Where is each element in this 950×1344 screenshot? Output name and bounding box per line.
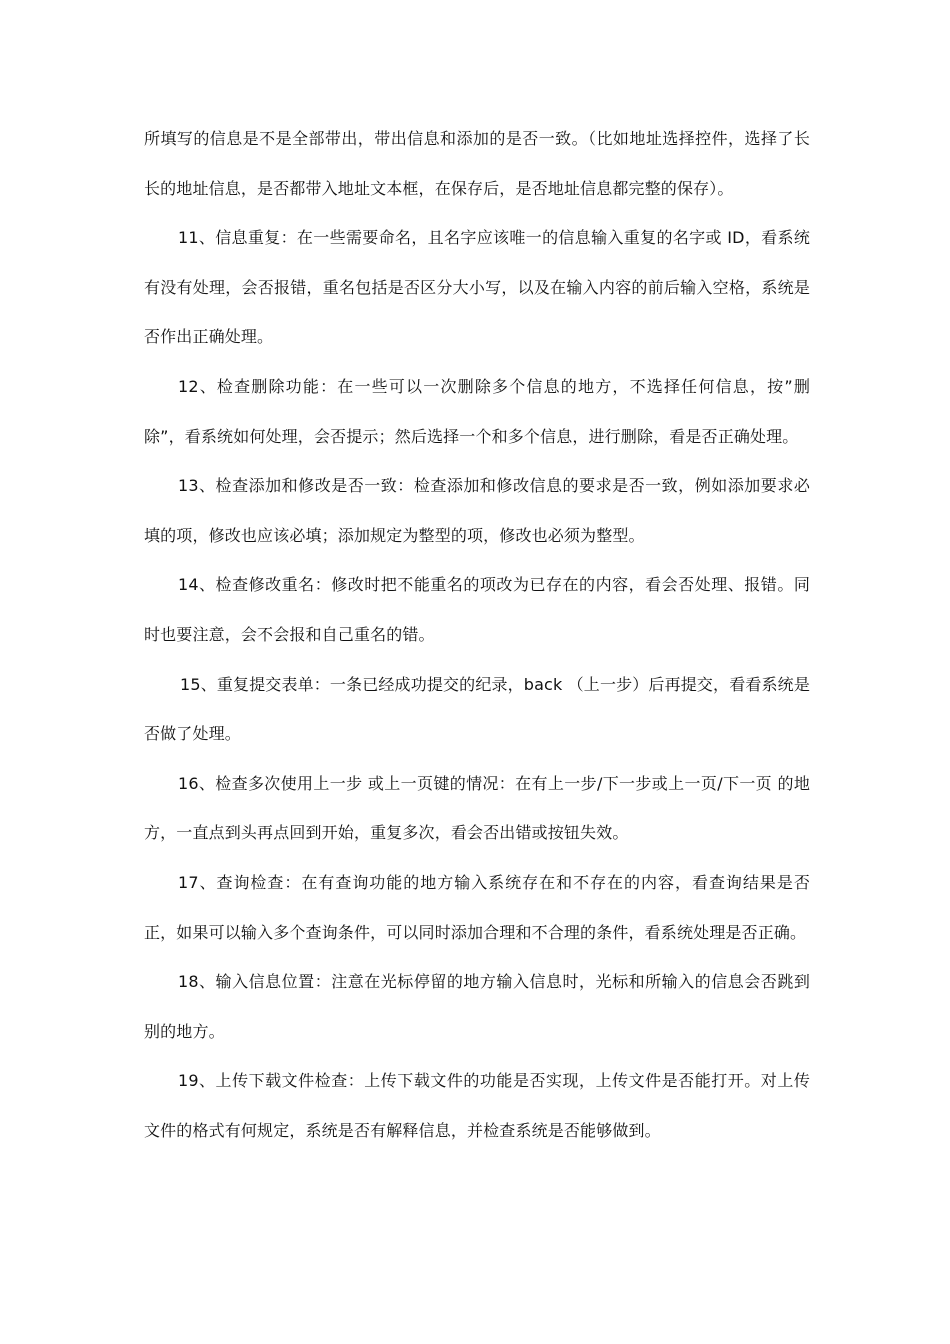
paragraph-item-11: 11、信息重复：在一些需要命名，且名字应该唯一的信息输入重复的名字或 ID，看系统有没有处理，会否报错，重名包括是否区分大小写，以及在输入内容的前后输入空格，系统是否作出正确处理。 [144,228,810,347]
document-body [144,114,810,1155]
paragraph-item-18: 18、输入信息位置：注意在光标停留的地方输入信息时，光标和所输入的信息会否跳到别的地方。 [144,972,810,1041]
paragraph-item-14: 14、检查修改重名：修改时把不能重名的项改为已存在的内容，看会否处理、报错。同时也要注意，会不会报和自己重名的错。 [144,575,810,644]
paragraph-item-19: 19、上传下载文件检查：上传下载文件的功能是否实现，上传文件是否能打开。对上传文件的格式有何规定，系统是否有解释信息，并检查系统是否能够做到。 [144,1071,810,1140]
paragraph-item-15: 15、重复提交表单：一条已经成功提交的纪录，back （上一步）后再提交，看看系统是否做了处理。 [144,674,810,744]
paragraph-item-12: 12、检查删除功能：在一些可以一次删除多个信息的地方，不选择任何信息，按”删除”，看系统如何处理，会否提示；然后选择一个和多个信息，进行删除，看是否正确处理。 [144,376,810,446]
paragraph-item-16: 16、检查多次使用上一步 或上一页键的情况：在有上一步/下一步或上一页/下一页 的地方，一直点到头再点回到开始，重复多次，看会否出错或按钮失效。 [144,773,810,843]
paragraph-item-13: 13、检查添加和修改是否一致：检查添加和修改信息的要求是否一致，例如添加要求必填的项，修改也应该必填；添加规定为整型的项，修改也必须为整型。 [144,476,810,545]
paragraph-continuation: 所填写的信息是不是全部带出，带出信息和添加的是否一致。（比如地址选择控件，选择了长长的地址信息，是否都带入地址文本框，在保存后，是否地址信息都完整的保存）。 [144,129,810,198]
paragraph-item-17: 17、查询检查：在有查询功能的地方输入系统存在和不存在的内容，看查询结果是否正，如果可以输入多个查询条件，可以同时添加合理和不合理的条件，看系统处理是否正确。 [144,872,810,942]
